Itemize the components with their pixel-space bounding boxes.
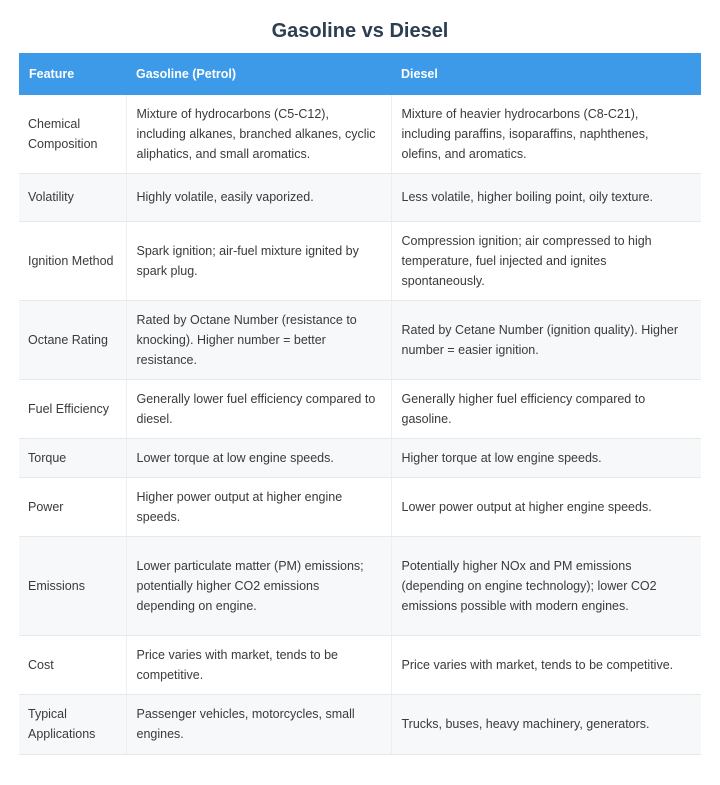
table-row: [19, 221, 701, 300]
gasoline-cell: Spark ignition; air-fuel mixture ignited by spark plug.: [126, 221, 391, 300]
feature-cell: Chemical Composition: [19, 95, 126, 173]
table-row: [19, 379, 701, 438]
diesel-cell: Trucks, buses, heavy machinery, generators.: [391, 694, 701, 754]
gasoline-cell: Mixture of hydrocarbons (C5-C12), including alkanes, branched alkanes, cyclic aliphatics, and small aromatics.: [126, 95, 391, 173]
feature-cell: Octane Rating: [19, 300, 126, 379]
page-title: Gasoline vs Diesel: [271, 20, 449, 42]
feature-cell: Fuel Efficiency: [19, 379, 126, 438]
table-row: [19, 438, 701, 477]
table-row: [19, 536, 701, 635]
table-row: [19, 477, 701, 536]
feature-cell: Cost: [19, 635, 126, 694]
table-row: [19, 694, 701, 754]
diesel-cell: Generally higher fuel efficiency compared to gasoline.: [391, 379, 701, 438]
gasoline-cell: Generally lower fuel efficiency compared to diesel.: [126, 379, 391, 438]
gasoline-cell: Passenger vehicles, motorcycles, small engines.: [126, 694, 391, 754]
table-row: [19, 635, 701, 694]
gasoline-cell: Lower particulate matter (PM) emissions; potentially higher CO2 emissions depending on engine.: [126, 536, 391, 635]
diesel-cell: Compression ignition; air compressed to high temperature, fuel injected and ignites spontaneously.: [391, 221, 701, 300]
gasoline-cell: Price varies with market, tends to be competitive.: [126, 635, 391, 694]
comparison-table: [19, 53, 701, 755]
gasoline-cell: Highly volatile, easily vaporized.: [126, 173, 391, 221]
gasoline-cell: Rated by Octane Number (resistance to knocking). Higher number = better resistance.: [126, 300, 391, 379]
feature-cell: Power: [19, 477, 126, 536]
diesel-cell: Lower power output at higher engine speeds.: [391, 477, 701, 536]
table-row: [19, 173, 701, 221]
feature-cell: Ignition Method: [19, 221, 126, 300]
table-body: [19, 95, 701, 754]
diesel-cell: Potentially higher NOx and PM emissions (depending on engine technology); lower CO2 emissions possible with modern engines.: [391, 536, 701, 635]
table-header: [19, 53, 701, 95]
gasoline-cell: Lower torque at low engine speeds.: [126, 438, 391, 477]
table-row: [19, 95, 701, 173]
header-diesel: Diesel: [391, 53, 701, 95]
diesel-cell: Less volatile, higher boiling point, oily texture.: [391, 173, 701, 221]
diesel-cell: Rated by Cetane Number (ignition quality). Higher number = easier ignition.: [391, 300, 701, 379]
feature-cell: Emissions: [19, 536, 126, 635]
diesel-cell: Higher torque at low engine speeds.: [391, 438, 701, 477]
diesel-cell: Price varies with market, tends to be competitive.: [391, 635, 701, 694]
header-feature: Feature: [19, 53, 126, 95]
feature-cell: Typical Applications: [19, 694, 126, 754]
header-row: [19, 53, 701, 95]
feature-cell: Torque: [19, 438, 126, 477]
feature-cell: Volatility: [19, 173, 126, 221]
gasoline-cell: Higher power output at higher engine speeds.: [126, 477, 391, 536]
diesel-cell: Mixture of heavier hydrocarbons (C8-C21), including paraffins, isoparaffins, naphthenes, olefins, and aromatics.: [391, 95, 701, 173]
header-gasoline: Gasoline (Petrol): [126, 53, 391, 95]
table-row: [19, 300, 701, 379]
